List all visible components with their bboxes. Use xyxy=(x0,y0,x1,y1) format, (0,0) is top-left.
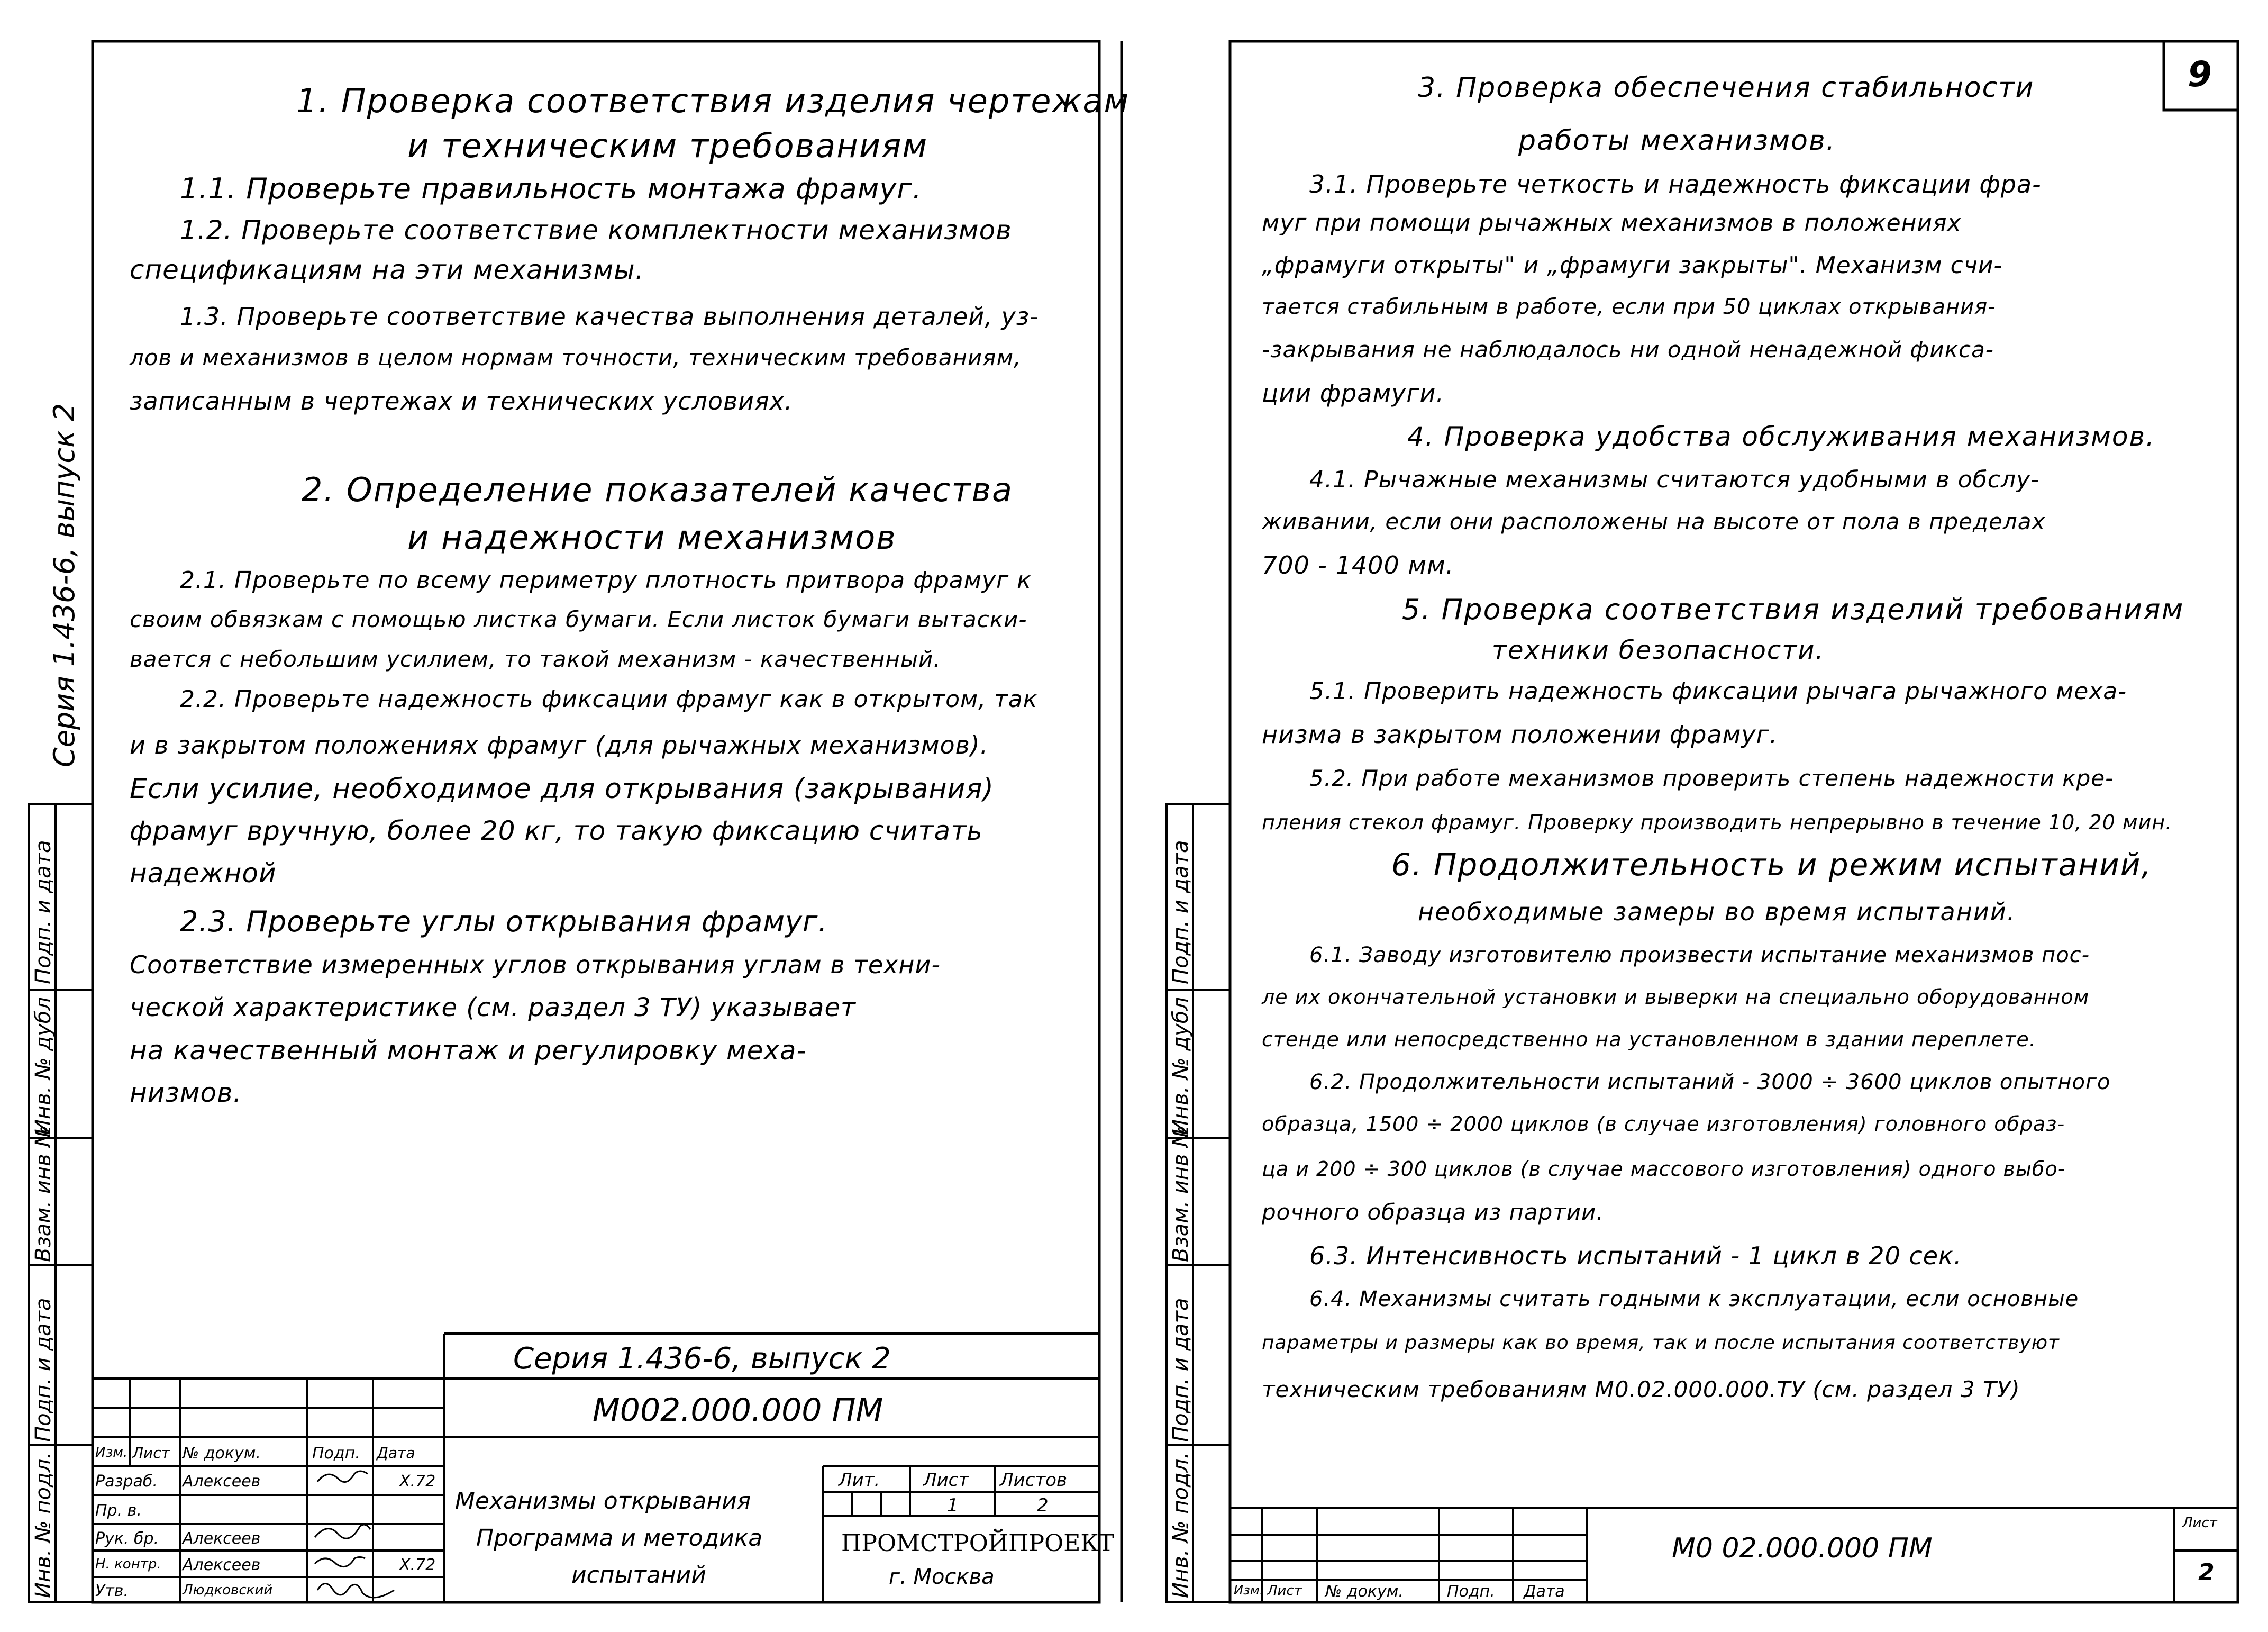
para-2-3-line-3: ческой характеристике (см. раздел 3 ТУ) указывает xyxy=(130,993,856,1022)
row-label-approved: Утв. xyxy=(95,1582,129,1600)
col-head-list: Лист xyxy=(132,1444,170,1462)
para-1-3-line-1: 1.3. Проверьте соответствие качества выполнения деталей, уз- xyxy=(180,302,1039,331)
title-block-name-line-3: испытаний xyxy=(571,1562,706,1589)
para-2-3-line-4: на качественный монтаж и регулировку меха- xyxy=(130,1035,807,1066)
para-1-2-line-2: спецификациям на эти механизмы. xyxy=(130,255,644,285)
spine-series-label: Серия 1.436-6, выпуск 2 xyxy=(48,403,81,767)
title-block-name-line-2: Программа и методика xyxy=(476,1525,763,1552)
row-norm-control-date: X.72 xyxy=(399,1556,436,1574)
para-6-3: 6.3. Интенсивность испытаний - 1 цикл в 20 сек. xyxy=(1309,1241,1962,1270)
sheets-label: Листов xyxy=(1000,1470,1068,1491)
para-6-4-line-1: 6.4. Механизмы считать годными к эксплуатации, если основные xyxy=(1309,1287,2079,1311)
col-head-date: Дата xyxy=(377,1444,415,1462)
lit-label: Лит. xyxy=(839,1470,880,1491)
margin-label-sign-date-1: Подп. и дата xyxy=(31,840,56,984)
right-col-head-list: Лист xyxy=(1267,1583,1302,1599)
title-block-doc-code: М002.000.000 ПМ xyxy=(593,1392,883,1429)
para-2-3-line-5: низмов. xyxy=(130,1077,242,1108)
section-6-title: 6. Продолжительность и режим испытаний, xyxy=(1391,847,2152,883)
title-block-series: Серия 1.436-6, выпуск 2 xyxy=(513,1341,891,1376)
margin-label-replace-inv: Взам. инв № xyxy=(31,1125,56,1262)
right-col-head-doc: № докум. xyxy=(1325,1582,1404,1601)
section-5-title-cont: техники безопасности. xyxy=(1492,636,1825,665)
margin-label-dup-inv: Инв. № дубл xyxy=(31,997,56,1135)
right-col-head-date: Дата xyxy=(1524,1582,1565,1601)
section-4-title: 4. Проверка удобства обслуживания механизмов. xyxy=(1407,421,2155,452)
margin-label-sign-date-2: Подп. и дата xyxy=(31,1298,56,1442)
para-4-1-line-3: 700 - 1400 мм. xyxy=(1262,551,1454,579)
row-label-developer: Разраб. xyxy=(95,1472,158,1491)
para-2-3-line-1: 2.3. Проверьте углы открывания фрамуг. xyxy=(180,905,828,938)
para-4-1-line-1: 4.1. Рычажные механизмы считаются удобными в обслу- xyxy=(1309,466,2040,493)
section-6-title-cont: необходимые замеры во время испытаний. xyxy=(1418,897,2016,926)
para-3-1-line-2: муг при помощи рычажных механизмов в положениях xyxy=(1262,210,1962,237)
section-2-title: 2. Определение показателей качества xyxy=(302,470,1014,509)
margin-label-dup-inv-right: Инв. № дубл xyxy=(1169,997,1193,1135)
para-5-2-line-1: 5.2. При работе механизмов проверить степень надежности кре- xyxy=(1309,765,2114,791)
row-approved-name: Людковский xyxy=(183,1582,273,1598)
para-2-2-line-4: фрамуг вручную, более 20 кг, то такую фиксацию считать xyxy=(130,815,983,846)
right-sheet-value: 2 xyxy=(2198,1559,2215,1586)
para-6-1-line-3: стенде или непосредственно на установленном в здании переплете. xyxy=(1262,1028,2036,1051)
sheet-label: Лист xyxy=(923,1470,969,1491)
para-6-2-line-4: рочного образца из партии. xyxy=(1262,1199,1604,1225)
section-2-title-cont: и надежности механизмов xyxy=(407,518,897,557)
para-5-1-line-1: 5.1. Проверить надежность фиксации рычага рычажного меха- xyxy=(1309,678,2127,705)
organization-city: г. Москва xyxy=(889,1565,995,1589)
para-2-1-line-1: 2.1. Проверьте по всему периметру плотность притвора фрамуг к xyxy=(180,567,1032,594)
section-3-title: 3. Проверка обеспечения стабильности xyxy=(1418,72,2035,104)
para-3-1-line-1: 3.1. Проверьте четкость и надежность фиксации фра- xyxy=(1309,170,2042,198)
section-5-title: 5. Проверка соответствия изделий требованиям xyxy=(1402,593,2184,626)
right-col-head-izm: Изм. xyxy=(1234,1583,1264,1598)
right-title-block-doc-code: М0 02.000.000 ПМ xyxy=(1672,1533,1933,1564)
para-2-1-line-2: своим обвязкам с помощью листка бумаги. Если листок бумаги вытаски- xyxy=(130,606,1027,632)
para-2-3-line-2: Соответствие измеренных углов открывания углам в техни- xyxy=(130,950,941,979)
row-developer-date: X.72 xyxy=(399,1472,436,1491)
para-2-2-line-3: Если усилие, необходимое для открывания (закрывания) xyxy=(130,773,994,805)
col-head-sign: Подп. xyxy=(312,1444,360,1463)
section-3-title-cont: работы механизмов. xyxy=(1518,125,1836,157)
para-3-1-line-4: тается стабильным в работе, если при 50 циклах открывания- xyxy=(1262,295,1996,319)
para-1-3-line-2: лов и механизмов в целом нормам точности, техническим требованиям, xyxy=(130,344,1022,370)
para-2-2-line-2: и в закрытом положениях фрамуг (для рычажных механизмов). xyxy=(130,731,989,759)
margin-label-sign-date-1-right: Подп. и дата xyxy=(1169,840,1193,984)
sheet-value: 1 xyxy=(947,1495,959,1516)
para-6-2-line-2: образца, 1500 ÷ 2000 циклов (в случае изготовления) головного образ- xyxy=(1262,1112,2065,1136)
para-5-2-line-2: пления стекол фрамуг. Проверку производить непрерывно в течение 10, 20 мин. xyxy=(1262,811,2173,834)
page-number: 9 xyxy=(2188,54,2212,95)
para-5-1-line-2: низма в закрытом положении фрамуг. xyxy=(1262,720,1778,749)
col-head-doc: № докум. xyxy=(183,1444,261,1463)
para-4-1-line-2: живании, если они расположены на высоте от пола в пределах xyxy=(1262,509,2046,534)
para-6-1-line-1: 6.1. Заводу изготовителю произвести испытание механизмов пос- xyxy=(1309,943,2090,967)
section-1-title-cont: и техническим требованиям xyxy=(407,126,928,165)
margin-label-replace-inv-right: Взам. инв № xyxy=(1169,1125,1193,1262)
para-3-1-line-6: ции фрамуги. xyxy=(1262,379,1445,407)
para-3-1-line-3: „фрамуги открыты" и „фрамуги закрыты". Механизм счи- xyxy=(1262,252,2003,279)
row-label-checked: Пр. в. xyxy=(95,1501,142,1520)
organization-name: ПРОМСТРОЙПРОЕКТ xyxy=(841,1530,1114,1557)
right-sheet-label: Лист xyxy=(2182,1515,2217,1531)
para-6-1-line-2: ле их окончательной установки и выверки на специально оборудованном xyxy=(1262,985,2090,1009)
para-2-2-line-5: надежной xyxy=(130,858,277,888)
para-1-2-line-1: 1.2. Проверьте соответствие комплектности механизмов xyxy=(180,215,1012,246)
para-6-4-line-3: техническим требованиям М0.02.000.000.ТУ (см. раздел 3 ТУ) xyxy=(1262,1376,2020,1402)
col-head-izm: Изм. xyxy=(95,1445,128,1461)
para-3-1-line-5: -закрывания не наблюдалось ни одной ненадежной фикса- xyxy=(1262,337,1994,362)
para-6-4-line-2: параметры и размеры как во время, так и после испытания соответствуют xyxy=(1262,1332,2060,1354)
para-1-3-line-3: записанным в чертежах и технических условиях. xyxy=(130,387,793,415)
row-team-lead-name: Алексеев xyxy=(183,1529,261,1548)
sheets-value: 2 xyxy=(1037,1495,1049,1516)
margin-label-orig-inv: Инв. № подл. xyxy=(31,1452,56,1598)
margin-label-sign-date-2-right: Подп. и дата xyxy=(1169,1298,1193,1442)
section-1-title: 1. Проверка соответствия изделия чертежам xyxy=(296,81,1130,120)
right-col-head-sign: Подп. xyxy=(1447,1582,1495,1601)
para-2-2-line-1: 2.2. Проверьте надежность фиксации фрамуг как в открытом, так xyxy=(180,686,1038,713)
row-label-norm-control: Н. контр. xyxy=(95,1556,161,1572)
margin-label-orig-inv-right: Инв. № подл. xyxy=(1169,1452,1193,1598)
para-2-1-line-3: вается с небольшим усилием, то такой механизм - качественный. xyxy=(130,646,941,672)
para-6-2-line-3: ца и 200 ÷ 300 циклов (в случае массового изготовления) одного выбо- xyxy=(1262,1157,2066,1181)
row-norm-control-name: Алексеев xyxy=(183,1556,261,1574)
para-1-1: 1.1. Проверьте правильность монтажа фрамуг. xyxy=(180,172,922,205)
row-label-team-lead: Рук. бр. xyxy=(95,1529,159,1548)
title-block-name-line-1: Механизмы открывания xyxy=(455,1488,751,1515)
para-6-2-line-1: 6.2. Продолжительности испытаний - 3000 ÷ 3600 циклов опытного xyxy=(1309,1070,2111,1094)
row-developer-name: Алексеев xyxy=(183,1472,261,1491)
